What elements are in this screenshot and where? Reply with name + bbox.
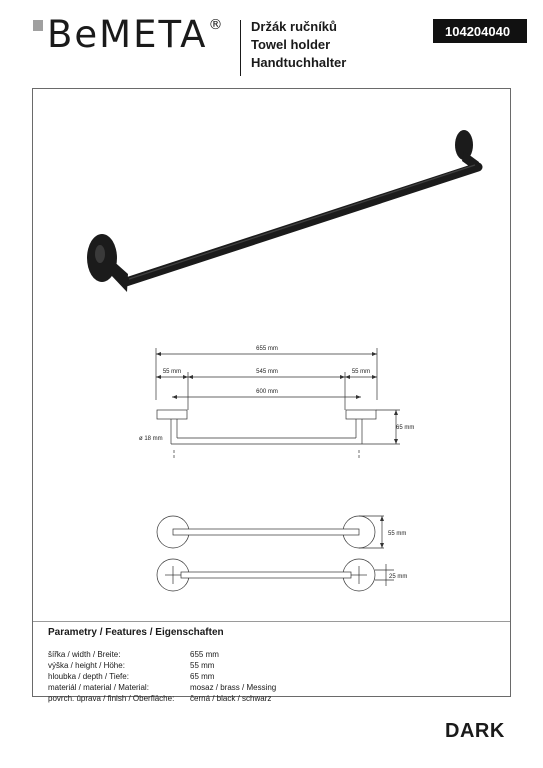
title-english: Towel holder [251, 37, 331, 52]
dim-label-bar-diameter: ø 18 mm [139, 436, 163, 442]
front-left-plate [157, 410, 187, 419]
spec-value: mosaz / brass / Messing [190, 683, 277, 692]
spec-label: materiál / material / Material: [48, 683, 149, 692]
title-czech: Držák ručníků [251, 19, 337, 34]
spec-value: 655 mm [190, 650, 219, 659]
registered-mark: ® [208, 17, 225, 33]
dim-label-plate-depth: 25 mm [389, 574, 408, 580]
bottom-bar [181, 572, 351, 578]
dim-label-bar-length: 600 mm [256, 389, 278, 395]
spec-label: hloubka / depth / Tiefe: [48, 672, 129, 681]
dim-label-projection: 65 mm [396, 425, 415, 431]
spec-value: 65 mm [190, 672, 215, 681]
spec-row [48, 682, 276, 693]
spec-row [48, 649, 276, 660]
dim-label-left-offset: 55 mm [162, 369, 182, 375]
brand-name: BeMETA [47, 13, 208, 56]
brand-logo [47, 13, 225, 56]
spec-row [48, 660, 276, 671]
spec-row [48, 671, 276, 682]
spec-label: výška / height / Höhe: [48, 661, 125, 670]
spec-label: šířka / width / Breite: [48, 650, 121, 659]
product-titles [251, 18, 346, 72]
logo-accent-square [33, 20, 43, 31]
dim-label-plate-height: 55 mm [388, 531, 407, 537]
spec-value: černá / black / schwarz [190, 694, 272, 703]
technical-drawing [32, 88, 511, 618]
top-bar [173, 529, 359, 535]
dim-label-right-offset: 55 mm [351, 369, 371, 375]
product-code-badge [433, 19, 527, 43]
spec-label: povrch. úprava / finish / Oberfläche: [48, 694, 175, 703]
dim-label-center-span: 545 mm [256, 369, 278, 375]
product-code: 104204040 [445, 23, 511, 39]
spec-row [48, 693, 276, 704]
spec-title: Parametry / Features / Eigenschaften [48, 627, 224, 638]
title-divider [240, 20, 241, 76]
dim-label-overall: 655 mm [256, 346, 278, 352]
title-german: Handtuchhalter [251, 55, 347, 70]
spec-divider [33, 621, 510, 622]
front-right-plate [346, 410, 376, 419]
variant-label: DARK [445, 720, 505, 742]
spec-value: 55 mm [190, 661, 215, 670]
spec-table [48, 649, 276, 704]
